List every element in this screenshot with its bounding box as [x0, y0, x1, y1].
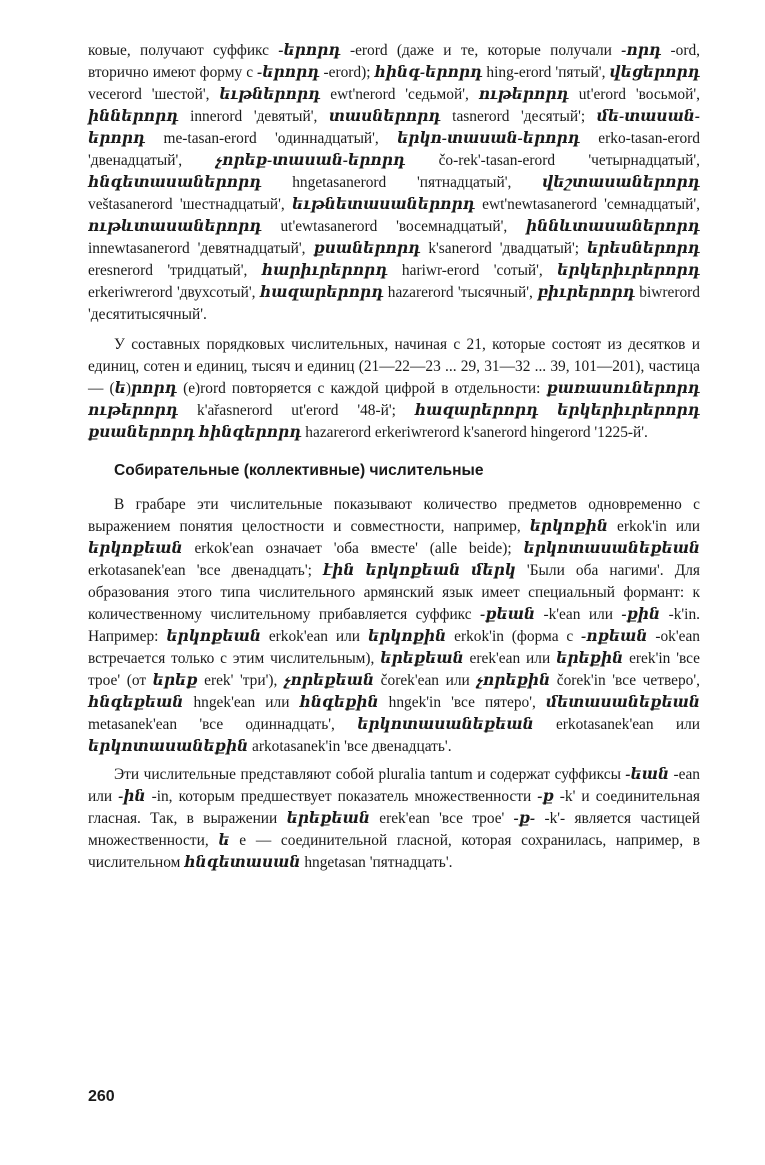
armenian-word: -քին [621, 606, 661, 623]
text-run: -k'in. Например: [88, 606, 700, 645]
text-run: k'sanerord 'двадцатый'; [420, 240, 588, 257]
armenian-word: եւթնետասաներորդ [291, 196, 475, 213]
armenian-word: քսաներորդ [313, 240, 421, 257]
text-run: -ok'ean встречается только с этим числительным), [88, 628, 700, 667]
text-run: metasanek'ean 'все одиннадцать', [88, 716, 358, 733]
armenian-word: երեքին [556, 650, 624, 667]
text-run: innewtasanerord 'девятнадцатый', [88, 240, 314, 257]
text-run: -erord); [319, 64, 375, 81]
text-run: -k'ean или [535, 606, 622, 623]
armenian-word: երեսներորդ [587, 240, 700, 257]
armenian-word: -ոքեան [581, 628, 648, 645]
armenian-word: -քեան [480, 606, 536, 623]
armenian-word: -ք- [513, 810, 536, 827]
text-run: vecerord 'шестой', [88, 86, 220, 103]
text-run: erkotasanek'ean или [533, 716, 700, 733]
text-run: erkok'in или [608, 518, 700, 535]
armenian-word: չորեք-տասան-երորդ [215, 152, 406, 169]
armenian-word: երեքեան [286, 810, 370, 827]
text-run: eresnerord 'тридцатый', [88, 262, 262, 279]
armenian-word: երկերիւրերորդ [557, 262, 700, 279]
text-run: hazarerord 'тысячный', [383, 284, 538, 301]
text-run: (e)rord повторяется с каждой цифрой в отдельности: [176, 380, 547, 397]
text-run: -ord, вторично имеют форму с [88, 42, 700, 81]
paragraph-compound-ordinals [88, 334, 700, 444]
text-run: -ean или [88, 766, 700, 805]
armenian-word: հարիւրերորդ [261, 262, 388, 279]
text-run: ковые, получают суффикс [88, 42, 279, 59]
armenian-word: երկոքեան [166, 628, 261, 645]
armenian-word: երկոտասանեքեան [357, 716, 534, 733]
armenian-word: վեշտասաներորդ [542, 174, 700, 191]
text-run: ut'ewtasanerord 'восемнадцатый', [261, 218, 527, 235]
armenian-word: բիւրերորդ [537, 284, 635, 301]
armenian-word: երկոքեան [88, 540, 183, 557]
text-run: -erord (даже и те, которые получали [340, 42, 622, 59]
text-run: erek'in 'все трое' (от [88, 650, 701, 689]
armenian-word: երկոտասանեքեան [523, 540, 700, 557]
text-run: e — соединительной гласной, которая сохранилась, например, в числительном [88, 832, 701, 871]
armenian-word: երկոտասանեքին [88, 738, 249, 755]
text-run: erkeriwrerord 'двухсотый', [88, 284, 260, 301]
armenian-word: տասներորդ [328, 108, 441, 125]
armenian-word: իննևտասաներորդ [526, 218, 700, 235]
armenian-word: -երորդ [278, 42, 341, 59]
armenian-word: հնգեքեան [88, 694, 184, 711]
section-heading: Собирательные (коллективные) числительные [114, 462, 484, 479]
text-run: ) [125, 380, 131, 397]
text-run: čorek'in 'все четверо', [550, 672, 700, 689]
text-run: 'Были оба нагими'. Для образования этого типа числительного армянский язык имеет специальный формант: к количественному числительному прибавляется суффикс [88, 562, 700, 623]
armenian-word: եւթներորդ [219, 86, 321, 103]
armenian-word: հնգեքին [299, 694, 379, 711]
armenian-word: չորեքին [476, 672, 551, 689]
armenian-word: իններորդ [88, 108, 179, 125]
armenian-word: երկոքին [529, 518, 609, 535]
text-run: erek'ean или [463, 650, 557, 667]
text-run: čorek'ean или [374, 672, 477, 689]
armenian-word: հինգ-երորդ [374, 64, 483, 81]
text-run: У составных порядковых числительных, начиная с 21, которые состоят из десятков и единиц, сотен и единиц, тысяч и единиц (21—22—23 ... 29, 31—32 ... 39, 101—201), частица — ( [88, 336, 700, 397]
page-number: 260 [88, 1088, 115, 1105]
armenian-word: էին երկոքեան մերկ [323, 562, 516, 579]
text-run: erkotasanek'ean 'все двенадцать'; [88, 562, 323, 579]
text-run: me-tasan-erord 'одиннадцатый', [145, 130, 398, 147]
text-run: ewt'nerord 'седьмой', [320, 86, 479, 103]
armenian-word: -ք [537, 788, 554, 805]
text-run: ewt'newtasanerord 'семнадцатый', [474, 196, 700, 213]
armenian-word: երկոքին [367, 628, 447, 645]
armenian-word: հնգետասաներորդ [88, 174, 262, 191]
armenian-word: մե-տասան-երորդ [88, 108, 700, 147]
text-run: hazarerord erkeriwrerord k'sanerord hingerord '1225-й'. [301, 424, 648, 441]
armenian-word: ութերորդ [478, 86, 569, 103]
text-run: -k'- является частицей множественности, [88, 810, 700, 849]
text-run: biwrerord 'десятитысячный'. [88, 284, 700, 323]
text-run: hngetasan 'пятнадцать'. [300, 854, 453, 871]
armenian-word: հազարերորդ երկերիւրերորդ քսաներորդ հինգերորդ [88, 402, 700, 441]
armenian-word: հնգետասան [184, 854, 301, 871]
armenian-word: ութևտասաներորդ [88, 218, 262, 235]
text-run: erkok'in (форма с [446, 628, 582, 645]
armenian-word: -երորդ [257, 64, 320, 81]
armenian-word: -որդ [621, 42, 662, 59]
text-run: -in, которым предшествует показатель множественности [145, 788, 538, 805]
text-run: čo-rek'-tasan-erord 'четырнадцатый', [405, 152, 701, 169]
text-run: veštasanerord 'шестнадцатый', [88, 196, 292, 213]
armenian-word: երեք [152, 672, 198, 689]
paragraph-pluralia-tantum [88, 764, 700, 874]
text-run: k'ařasnerord ut'erord '48-й'; [178, 402, 415, 419]
text-run: hngek'ean или [183, 694, 300, 711]
paragraph-ordinal-suffix [88, 40, 700, 326]
text-run: tasnerord 'десятый'; [440, 108, 597, 125]
text-run: innerord 'девятый', [178, 108, 329, 125]
text-run: erkok'ean означает 'оба вместе' (alle beide); [182, 540, 524, 557]
armenian-word: ե [114, 380, 126, 397]
text-run: В грабаре эти числительные показывают количество предметов одновременно с выражением понятия целостности и совместности, например, [88, 496, 700, 535]
armenian-word: րորդ [131, 380, 177, 397]
text-run: arkotasanek'in 'все двенадцать'. [248, 738, 452, 755]
armenian-word: երեքեան [380, 650, 464, 667]
text-run: erek'ean 'все трое' [369, 810, 514, 827]
armenian-word: վեցերորդ [609, 64, 700, 81]
armenian-word: չորեքեան [283, 672, 375, 689]
paragraph-collective-numerals [88, 494, 700, 758]
armenian-word: -ին [118, 788, 146, 805]
armenian-word: -եան [625, 766, 670, 783]
armenian-word: ե [218, 832, 230, 849]
text-run: hing-erord 'пятый', [482, 64, 610, 81]
text-run: erkok'ean или [260, 628, 368, 645]
text-run: hariwr-erord 'сотый', [387, 262, 558, 279]
text-run: ut'erord 'восьмой', [568, 86, 700, 103]
text-run: -k' и соединительная гласная. Так, в выражении [88, 788, 700, 827]
text-run: Эти числительные представляют собой pluralia tantum и содержат суффиксы [114, 766, 626, 783]
page-body [88, 40, 700, 874]
text-run: hngek'in 'все пятеро', [378, 694, 546, 711]
text-run: erek' 'три'), [197, 672, 284, 689]
armenian-word: երկո-տասան-երորդ [397, 130, 580, 147]
armenian-word: հազարերորդ [259, 284, 384, 301]
text-run: erko-tasan-erord 'двенадцатый', [88, 130, 701, 169]
text-run: hngetasanerord 'пятнадцатый', [261, 174, 543, 191]
armenian-word: քառասուներորդ ութերորդ [88, 380, 700, 419]
armenian-word: մետասանեքեան [545, 694, 700, 711]
